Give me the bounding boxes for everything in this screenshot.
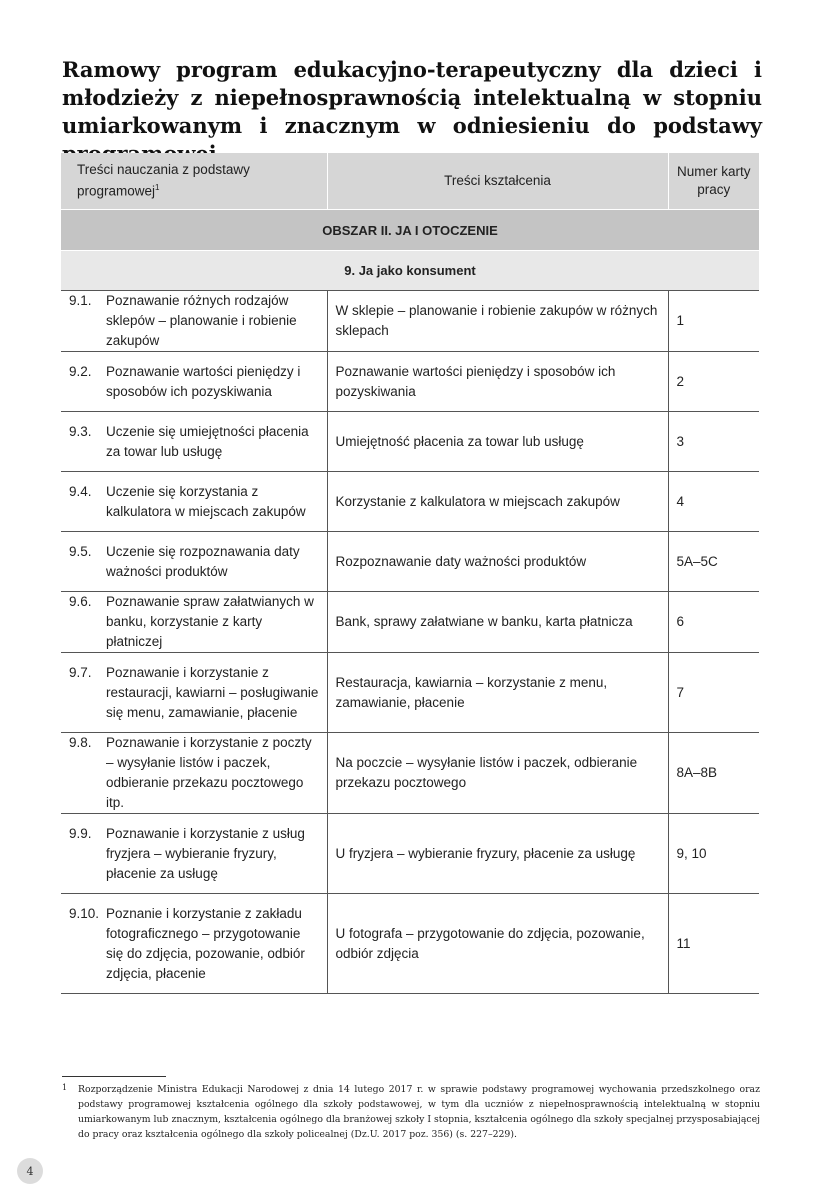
worksheet-number-cell: 6 [668, 592, 759, 653]
topic-number: 9.8. [69, 735, 92, 750]
curriculum-topic-cell [61, 653, 327, 733]
footnote-reference: 1 [155, 183, 160, 193]
topic-text: Uczenie się rozpoznawania daty ważności produktów [106, 543, 300, 579]
education-content-cell: Poznawanie wartości pieniędzy i sposobów ich pozyskiwania [327, 352, 668, 412]
topic-text: Poznawanie i korzystanie z usług fryzjera – wybieranie fryzury, płacenie za usługę [106, 825, 305, 881]
curriculum-topic-cell [61, 291, 327, 352]
education-content-cell: U fryzjera – wybieranie fryzury, płacenie za usługę [327, 814, 668, 894]
footnote-divider [62, 1076, 166, 1077]
topic-text: Poznawanie różnych rodzajów sklepów – planowanie i robienie zakupów [106, 293, 297, 348]
page-number: 4 [17, 1158, 43, 1184]
footnote-mark: 1 [62, 1083, 68, 1092]
curriculum-topic-cell [61, 472, 327, 532]
topic-number: 9.3. [69, 423, 92, 439]
topic-number: 9.4. [69, 483, 92, 499]
table-body [61, 291, 759, 994]
footnote-text: Rozporządzenie Ministra Edukacji Narodowej z dnia 14 lutego 2017 r. w sprawie podstawy programowej wychowania przedszkolnego oraz podstawy programowej kształcenia ogólnego dla szkoły podstawowej, w tym dla uczniów z niepełnosprawnością intelektualną w stopniu umiarkowanym lub znacznym, kształcenia ogólnego dla branżowej szkoły I stopnia, kształcenia ogólnego dla szkoły specjalnej przysposabiającej do pracy oraz kształcenia ogólnego dla szkoły policealnej (Dz.U. 2017 poz. 356) (s. 227–229). [78, 1084, 760, 1140]
footnote [62, 1082, 760, 1142]
topic-number: 9.7. [69, 664, 92, 680]
table-row [61, 291, 759, 352]
curriculum-topic-cell [61, 733, 327, 814]
education-content-cell: Rozpoznawanie daty ważności produktów [327, 532, 668, 592]
topic-text: Poznanie i korzystanie z zakładu fotograficznego – przygotowanie się do zdjęcia, pozowanie, odbiór zdjęcia, płacenie [106, 905, 305, 981]
topic-text: Poznawanie spraw załatwianych w banku, korzystanie z karty płatniczej [106, 594, 314, 649]
topic-text: Uczenie się korzystania z kalkulatora w miejscach zakupów [106, 483, 306, 519]
table-row [61, 412, 759, 472]
worksheet-number-cell: 4 [668, 472, 759, 532]
table-row [61, 894, 759, 994]
topic-text: Poznawanie i korzystanie z poczty – wysyłanie listów i paczek, odbieranie przekazu pocztowego itp. [106, 735, 312, 810]
worksheet-number-cell: 3 [668, 412, 759, 472]
education-content-cell: Korzystanie z kalkulatora w miejscach zakupów [327, 472, 668, 532]
worksheet-number-cell: 8A–8B [668, 733, 759, 814]
worksheet-number-cell: 1 [668, 291, 759, 352]
education-content-cell: Restauracja, kawiarnia – korzystanie z menu, zamawianie, płacenie [327, 653, 668, 733]
topic-text: Poznawanie i korzystanie z restauracji, kawiarni – posługiwanie się menu, zamawianie, płacenie [106, 664, 319, 720]
curriculum-table [61, 153, 759, 994]
table-row [61, 814, 759, 894]
header-curriculum-content: Treści nauczania z podstawy programowej$^1$ [61, 153, 327, 210]
topic-text: Poznawanie wartości pieniędzy i sposobów ich pozyskiwania [106, 363, 301, 399]
topic-number: 9.1. [69, 293, 92, 308]
worksheet-number-cell: 11 [668, 894, 759, 994]
area-title: OBSZAR II. JA I OTOCZENIE [61, 210, 759, 251]
table-row [61, 733, 759, 814]
topic-number: 9.9. [69, 825, 92, 841]
table-header-row [61, 153, 759, 210]
topic-text: Uczenie się umiejętności płacenia za towar lub usługę [106, 423, 309, 459]
worksheet-number-cell: 2 [668, 352, 759, 412]
worksheet-number-cell: 9, 10 [668, 814, 759, 894]
education-content-cell: Bank, sprawy załatwiane w banku, karta płatnicza [327, 592, 668, 653]
curriculum-topic-cell [61, 412, 327, 472]
header-education-content: Treści kształcenia [327, 153, 668, 210]
section-row [61, 251, 759, 291]
table-row [61, 592, 759, 653]
header-worksheet-number: Numer karty pracy [668, 153, 759, 210]
curriculum-topic-cell [61, 814, 327, 894]
topic-number: 9.6. [69, 594, 92, 609]
curriculum-topic-cell [61, 894, 327, 994]
curriculum-topic-cell [61, 352, 327, 412]
area-row [61, 210, 759, 251]
topic-number: 9.10. [69, 905, 100, 921]
topic-number: 9.2. [69, 363, 92, 379]
education-content-cell: U fotografa – przygotowanie do zdjęcia, pozowanie, odbiór zdjęcia [327, 894, 668, 994]
education-content-cell: W sklepie – planowanie i robienie zakupów w różnych sklepach [327, 291, 668, 352]
page-title: Ramowy program edukacyjno-terapeutyczny dla dzieci i młodzieży z niepełnosprawnością intelektualną w stopniu umiarkowanym i znacznym w odniesieniu do podstawy [62, 57, 762, 138]
table-row [61, 532, 759, 592]
table-row [61, 653, 759, 733]
topic-number: 9.5. [69, 543, 92, 559]
curriculum-topic-cell [61, 532, 327, 592]
table-row [61, 352, 759, 412]
worksheet-number-cell: 5A–5C [668, 532, 759, 592]
section-title: 9. Ja jako konsument [61, 251, 759, 291]
table-row [61, 472, 759, 532]
curriculum-topic-cell [61, 592, 327, 653]
education-content-cell: Na poczcie – wysyłanie listów i paczek, odbieranie przekazu pocztowego [327, 733, 668, 814]
worksheet-number-cell: 7 [668, 653, 759, 733]
education-content-cell: Umiejętność płacenia za towar lub usługę [327, 412, 668, 472]
